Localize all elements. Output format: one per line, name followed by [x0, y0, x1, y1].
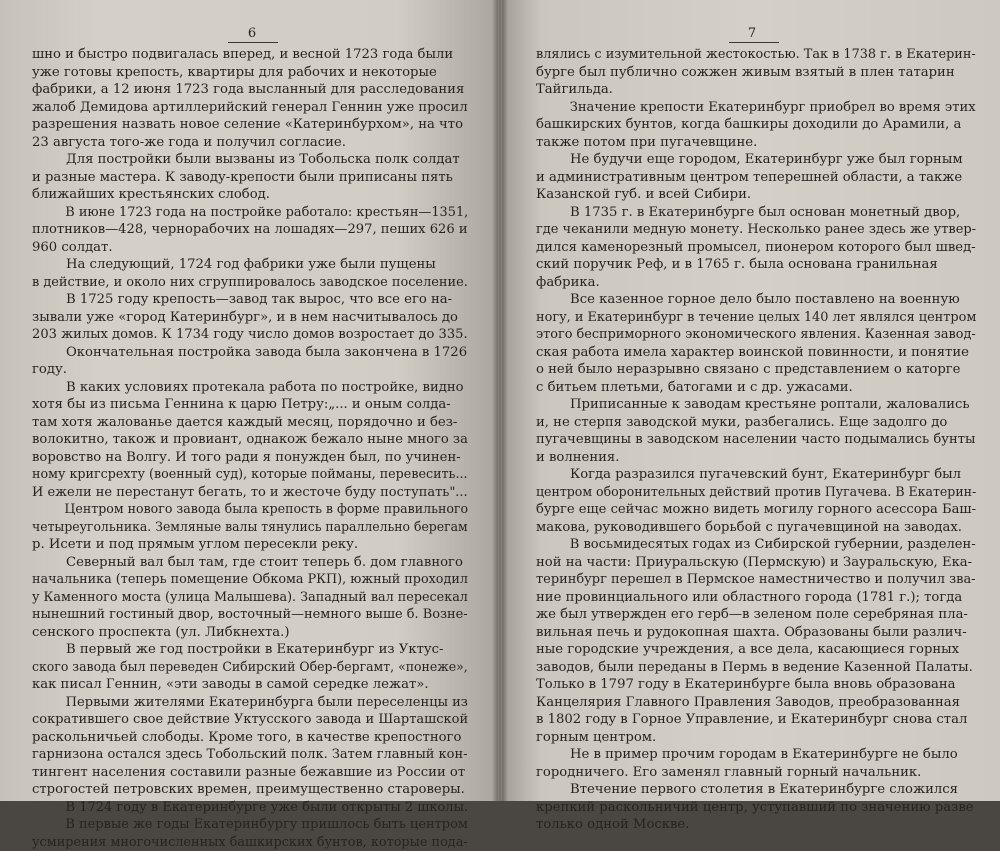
text-line: дился каменорезный промысел, пионером которого был швед- — [536, 239, 975, 257]
text-line: нынешний гостиный двор, восточный—немного выше б. Возне- — [32, 606, 459, 624]
text-line: только одной Москве. — [536, 816, 976, 834]
text-line: Казанской губ. и всей Сибири. — [536, 186, 976, 204]
text-line: ной на части: Приуральскую (Пермскую) и Зауральскую, Ека- — [536, 554, 976, 572]
text-line: Втечение первого столетия в Екатеринбурге сложился — [536, 781, 976, 799]
text-line: Когда разразился пугачевский бунт, Екатеринбург был — [536, 466, 976, 484]
text-line: году. — [32, 361, 468, 379]
text-line: хотя бы из письма Геннина к царю Петру:„... и оным солда- — [32, 396, 468, 414]
right-page — [502, 0, 1000, 801]
text-line: Первыми жителями Екатеринбурга были переселенцы из — [32, 694, 463, 712]
text-line: волокитно, також и провиант, однакож бежало ныне много за — [32, 431, 466, 449]
text-line: Значение крепости Екатеринбург приобрел во время этих — [536, 99, 972, 117]
text-line: раскольничьей слободы. Кроме того, в качестве крепостного — [32, 729, 468, 747]
text-line: с битьем плетьми, батогами и с др. ужасами. — [536, 379, 976, 397]
text-line: пугачевщины в заводском населении часто подымались бунты — [536, 431, 974, 449]
text-line: там хотя жалованье дается каждый месяц, порядочно и без- — [32, 414, 468, 432]
page-number-rule — [729, 42, 779, 43]
text-line: у Каменного моста (улица Малышева). Западный вал пересекал — [32, 589, 454, 607]
text-line: ближайших крестьянских слобод. — [32, 186, 468, 204]
text-line: На следующий, 1724 год фабрики уже были пущены — [32, 256, 468, 274]
text-line: р. Исети и под прямым углом пересекли реку. — [32, 536, 468, 554]
text-line: Тайгильда. — [536, 81, 976, 99]
text-line: этого бесприморного экономического явления. Казенная завод- — [536, 326, 964, 344]
text-line: центром оборонительных действий против Пугачева. В Екатерин- — [536, 484, 954, 502]
text-line: В июне 1723 года на постройке работало: крестьян—1351, — [32, 204, 458, 222]
text-line: усмирения многочисленных башкирских бунтов, которые пода- — [32, 834, 456, 851]
text-line: шно и быстро подвигалась вперед, и весной 1723 года были — [32, 46, 468, 64]
text-line: Не в пример прочим городам в Екатеринбурге не было — [536, 746, 976, 764]
book-gutter — [492, 0, 508, 801]
text-line: ному кригсрехту (военный суд), которые пойманы, перевесить... — [32, 466, 451, 484]
text-line: ногу, и Екатеринбург в течение целых 140 лет являлся центром — [536, 309, 965, 327]
text-line: В восьмидесятых годах из Сибирской губернии, разделен- — [536, 536, 972, 554]
text-line: Для постройки были вызваны из Тобольска полк солдат — [32, 151, 468, 169]
text-line: же был утвержден его герб—в зеленом поле серебряная пла- — [536, 606, 976, 624]
page-number-rule — [228, 42, 278, 43]
text-line: Северный вал был там, где стоит теперь б. дом главного — [32, 554, 468, 572]
text-line: четыреугольника. Земляные валы тянулись параллельно берегам — [32, 519, 443, 537]
text-line: Приписанные к заводам крестьяне роптали, жаловались — [536, 396, 976, 414]
text-line: фабрики, а 12 июня 1723 года высланный для расследования — [32, 81, 468, 99]
text-line: ская работа имела характер воинской повинности, и понятие — [536, 344, 976, 362]
text-line: где чеканили медную монету. Несколько ранее здесь же утвер- — [536, 221, 968, 239]
text-line: в 1802 году в Горное Управление, и Екатеринбург снова стал — [536, 711, 976, 729]
text-line: Центром нового завода была крепость в форме правильного — [32, 501, 448, 519]
text-line: гарнизона остался здесь Тобольский полк. Затем главный кон- — [32, 746, 461, 764]
text-line: В 1735 г. в Екатеринбурге был основан монетный двор, — [536, 204, 976, 222]
text-line: теринбург перешел в Пермское наместничество и получил зва- — [536, 571, 968, 589]
left-page — [0, 0, 498, 801]
text-line: жалоб Демидова артиллерийский генерал Геннин уже просил — [32, 99, 464, 117]
text-line: уже готовы крепость, квартиры для рабочих и некоторые — [32, 64, 468, 82]
text-line: в действие, и около них сгруппировалось заводское поселение. — [32, 274, 458, 292]
text-line: Окончательная постройка завода была закончена в 1726 — [32, 344, 468, 362]
text-line: также потом при пугачевщине. — [536, 134, 976, 152]
text-line: и административным центром теперешней области, а также — [536, 169, 976, 187]
text-line: сократившего свое действие Уктусского завода и Шарташской — [32, 711, 462, 729]
text-line: как писал Геннин, «эти заводы в самой середке лежат». — [32, 676, 468, 694]
text-line: 203 жилых домов. К 1734 году число домов возростает до 335. — [32, 326, 464, 344]
text-line: зывали уже «город Катеринбург», и в нем насчитывалось до — [32, 309, 468, 327]
text-line: городничего. Его заменял главный горный начальник. — [536, 764, 976, 782]
text-line: ский поручик Реф, и в 1765 г. была основана гранильная — [536, 256, 976, 274]
text-line: бурге еще сейчас можно видеть могилу горного асессора Баш- — [536, 501, 973, 519]
page-number: 6 — [232, 26, 272, 41]
text-line: воровство на Волгу. И того ради я понужден был, по учинен- — [32, 449, 468, 467]
text-line: и разные мастера. К заводу-крепости были приписаны пять — [32, 169, 468, 187]
text-line: В первый же год постройки в Екатеринбург из Уктус- — [32, 641, 468, 659]
text-line: о ней было неразрывно связано с представлением о каторге — [536, 361, 976, 379]
page-text — [32, 46, 468, 851]
text-line: Не будучи еще городом, Екатеринбург уже был горным — [536, 151, 976, 169]
text-line: 23 августа того-же года и получил согласие. — [32, 134, 468, 152]
page-text — [536, 46, 976, 834]
text-line: крепкий раскольничий центр, уступавший по значению разве — [536, 799, 976, 817]
text-line: Только в 1797 году в Екатеринбурге была вновь образована — [536, 676, 976, 694]
text-line: и, не стерпя заводской муки, разбегались. Еще задолго до — [536, 414, 976, 432]
text-line: В 1725 году крепость—завод так вырос, что все его на- — [32, 291, 468, 309]
text-line: Канцелярия Главного Правления Заводов, преобразованная — [536, 694, 976, 712]
text-line: В 1724 году в Екатеринбурге уже были открыты 2 школы. — [32, 799, 462, 817]
text-line: заводов, были переданы в Пермь в ведение Казенной Палаты. — [536, 659, 976, 677]
text-line: В первые же годы Екатеринбургу пришлось быть центром — [32, 816, 460, 834]
text-line: макова, руководившего борьбой с пугачевщиной на заводах. — [536, 519, 976, 537]
text-line: И ежели не перестанут бегать, то и жесточе буду поступать"... — [32, 484, 461, 502]
text-line: строгостей петровских времен, преимущественно староверы. — [32, 781, 468, 799]
text-line: начальника (теперь помещение Обкома РКП), южный проходил — [32, 571, 454, 589]
page-number: 7 — [732, 26, 772, 41]
text-line: влялись с изумительной жестокостью. Так в 1738 г. в Екатерин- — [536, 46, 964, 64]
text-line: ского завода был переведен Сибирский Обер-бергамт, «понеже», — [32, 659, 444, 677]
text-line: тингент населения составили разные бежавшие из России от — [32, 764, 468, 782]
text-line: разрешения назвать новое селение «Катеринбурхом», на что — [32, 116, 468, 134]
text-line: башкирских бунтов, когда башкиры доходили до Арамили, а — [536, 116, 976, 134]
text-line: вильная печь и рудокопная шахта. Образованы были различ- — [536, 624, 976, 642]
text-line: В каких условиях протекала работа по постройке, видно — [32, 379, 468, 397]
text-line: фабрика. — [536, 274, 976, 292]
text-line: ние провинциального или областного города (1781 г.); тогда — [536, 589, 976, 607]
text-line: 960 солдат. — [32, 239, 468, 257]
text-line: и волнения. — [536, 449, 976, 467]
text-line: сенского проспекта (ул. Либкнехта.) — [32, 624, 468, 642]
text-line: бурге был публично сожжен живым взятый в плен татарин — [536, 64, 976, 82]
text-line: Все казенное горное дело было поставлено на военную — [536, 291, 976, 309]
text-line: горным центром. — [536, 729, 976, 747]
text-line: ные городские учреждения, а все дела, касающиеся горных — [536, 641, 976, 659]
text-line: плотников—428, чернорабочих на лошадях—297, пеших 626 и — [32, 221, 465, 239]
